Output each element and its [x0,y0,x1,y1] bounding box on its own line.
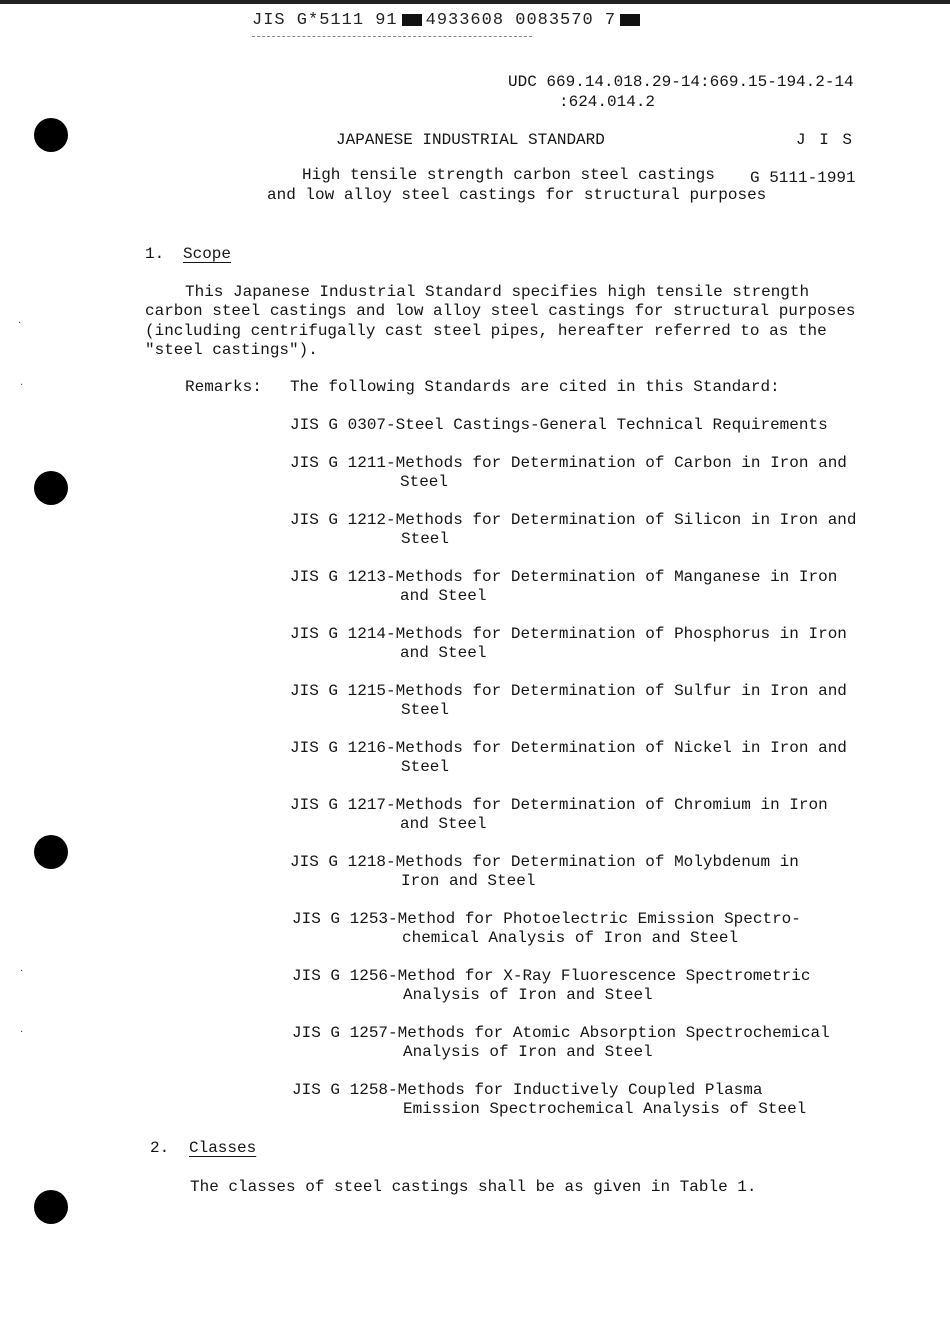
section-2-number: 2. [150,1139,170,1157]
standard-title-line-2: and low alloy steel castings for structural purposes [267,186,767,204]
reference-item: JIS G 1258-Methods for Inductively Coupled Plasma [292,1081,763,1099]
section-1-heading: Scope [183,245,232,263]
scope-paragraph-line: carbon steel castings and low alloy steel castings for structural purposes [145,302,856,320]
section-2-heading: Classes [189,1139,257,1157]
reference-item: JIS G 1211-Methods for Determination of Carbon in Iron and [290,454,847,472]
remarks-label: Remarks: [185,378,262,396]
reference-item: JIS G 1256-Method for X-Ray Fluorescence Spectrometric [292,967,811,985]
punch-hole-icon [34,471,68,505]
punch-hole-icon [34,1190,68,1224]
udc-line-2: :624.014.2 [559,93,656,111]
scope-paragraph-line: (including centrifugally cast steel pipes, hereafter referred to as the [145,322,827,340]
standard-number: G 5111-1991 [750,169,856,187]
scan-speck: · [18,318,22,329]
document-code-header [252,11,644,30]
section-1-number: 1. [145,245,165,263]
top-border [0,0,950,4]
classes-text: The classes of steel castings shall be as given in Table 1. [190,1178,757,1196]
reference-item-continuation: and Steel [400,587,487,605]
reference-item-continuation: and Steel [400,644,487,662]
header-divider [252,36,532,37]
reference-item: JIS G 1212-Methods for Determination of Silicon in Iron and [290,511,857,529]
reference-item-continuation: Emission Spectrochemical Analysis of Steel [403,1100,807,1118]
remarks-text: The following Standards are cited in this Standard: [290,378,780,396]
scan-speck: · [20,966,24,977]
barcode-block-icon [620,14,640,26]
scan-speck: · [20,1027,24,1038]
reference-item: JIS G 1253-Method for Photoelectric Emission Spectro- [292,910,801,928]
standard-title-line-1: High tensile strength carbon steel castings [302,166,715,184]
reference-item-continuation: and Steel [400,815,487,833]
header-code-right: 4933608 0083570 7 [425,11,617,30]
reference-item: JIS G 1216-Methods for Determination of Nickel in Iron and [290,739,847,757]
reference-item: JIS G 1257-Methods for Atomic Absorption Spectrochemical [292,1024,830,1042]
reference-item: JIS G 0307-Steel Castings-General Technical Requirements [290,416,828,434]
reference-item: JIS G 1218-Methods for Determination of Molybdenum in [290,853,799,871]
scope-paragraph-line: "steel castings"). [145,341,318,359]
reference-item-continuation: Analysis of Iron and Steel [403,1043,653,1061]
jis-mark: J I S [796,131,855,149]
reference-item-continuation: Steel [401,530,450,548]
reference-item-continuation: Iron and Steel [401,872,536,890]
reference-item-continuation: Steel [400,473,449,491]
reference-item: JIS G 1215-Methods for Determination of Sulfur in Iron and [290,682,847,700]
punch-hole-icon [34,118,68,152]
punch-hole-icon [34,835,68,869]
reference-item: JIS G 1217-Methods for Determination of Chromium in Iron [290,796,828,814]
reference-item-continuation: chemical Analysis of Iron and Steel [402,929,739,947]
udc-line-1: UDC 669.14.018.29-14:669.15-194.2-14 [508,73,854,91]
reference-item: JIS G 1214-Methods for Determination of Phosphorus in Iron [290,625,847,643]
standard-organization: JAPANESE INDUSTRIAL STANDARD [336,131,605,149]
reference-item-continuation: Steel [401,701,450,719]
scope-paragraph-line: This Japanese Industrial Standard specifies high tensile strength [185,283,810,301]
header-code-left: JIS G*5111 91 [252,11,398,30]
reference-item-continuation: Steel [401,758,450,776]
scan-speck: · [20,380,24,391]
barcode-block-icon [402,14,422,26]
reference-item-continuation: Analysis of Iron and Steel [403,986,653,1004]
reference-item: JIS G 1213-Methods for Determination of Manganese in Iron [290,568,838,586]
